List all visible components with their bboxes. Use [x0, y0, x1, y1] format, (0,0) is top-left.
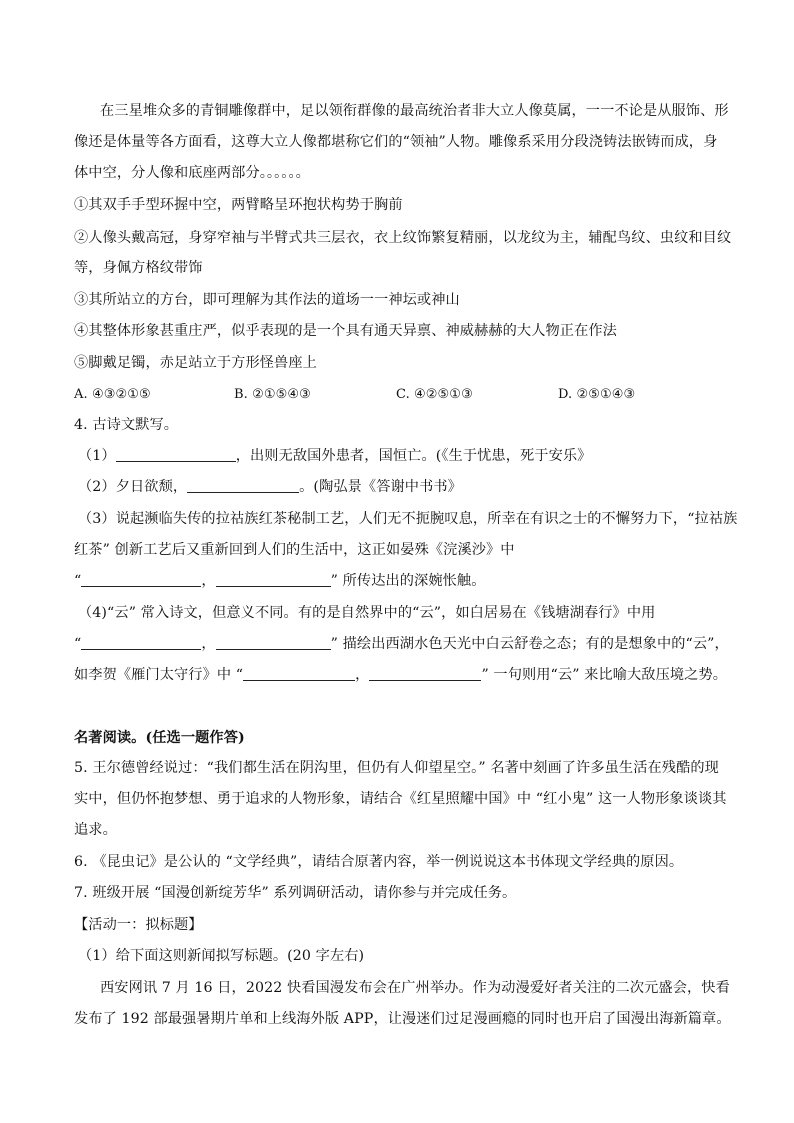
comma: ，: [201, 636, 216, 652]
news-line-1: 西安网讯 7 月 16 日，2022 快看国漫发布会在广州举办。作为动漫爱好者关注的二次元盛会，快看: [100, 980, 730, 996]
answer-blank[interactable]: [81, 572, 201, 587]
q4-sub-1: [78, 446, 591, 466]
q5-line-2: 实中，但仍怀抱梦想、勇于追求的人物形象，请结合《红星照耀中国》中 “红小鬼” 这一人物形象谈谈其: [74, 791, 727, 807]
q4-s4-l3-close: ” 一句则用“云” 来比喻大敌压境之势。: [481, 667, 728, 683]
comma: ，: [201, 573, 216, 589]
q4-s2-prefix: （2）夕日欲颓，: [78, 479, 188, 495]
answer-options: [74, 385, 724, 405]
quote-open: “: [74, 636, 82, 652]
passage-line-2: 像还是体量等各方面看，这尊大立人像都堪称它们的“领袖”人物。雕像系采用分段浇铸法嵌铸而成，身: [74, 134, 718, 150]
quote-open: “: [74, 573, 82, 589]
section-heading: 名著阅读。(任选一题作答): [74, 730, 245, 746]
answer-blank[interactable]: [216, 635, 331, 650]
answer-blank[interactable]: [243, 666, 355, 681]
q4-s3-close: ” 所传达出的深婉怅触。: [330, 573, 486, 589]
comma: ，: [355, 667, 370, 683]
q4-s4-close: ” 描绘出西湖水色天光中白云舒卷之态；有的是想象中的“云”，: [330, 636, 729, 652]
option-c[interactable]: C. ④②⑤①③: [396, 387, 473, 402]
q4-title: 4. 古诗文默写。: [74, 417, 179, 433]
q6-line-1: 6. 《昆虫记》是公认的 “文学经典”，请结合原著内容，举一例说说这本书体现文学经典的原因。: [74, 854, 684, 870]
sentence-item-5: ⑤脚戴足镯，赤足站立于方形怪兽座上: [74, 355, 317, 371]
passage-line-3: 体中空，分人像和底座两部分。。。。。。: [74, 165, 310, 181]
answer-blank[interactable]: [216, 572, 331, 587]
sentence-item-2: ②人像头戴高冠，身穿窄袖与半臂式共三层衣，衣上纹饰繁复精丽，以龙纹为主，辅配鸟纹、虫纹和目纹: [74, 230, 732, 246]
answer-blank[interactable]: [116, 447, 236, 462]
sentence-item-4: ④其整体形象甚重庄严，似乎表现的是一个具有通天异禀、神威赫赫的大人物正在作法: [74, 323, 617, 339]
q4-sub-4-line-1: （4)“云” 常入诗文，但意义不同。有的是自然界中的“云”，如白居易在《钱塘湖春行》中用: [78, 605, 656, 621]
answer-blank[interactable]: [369, 666, 481, 681]
passage-line-1: 在三星堆众多的青铜雕像群中，足以领衔群像的最高统治者非大立人像莫属，一一不论是从服饰、形: [100, 103, 729, 119]
q5-line-1: 5. 王尔德曾经说过：“我们都生活在阴沟里，但仍有人仰望星空。” 名著中刻画了许多虽生活在残酷的现: [74, 760, 719, 776]
sentence-item-3: ③其所站立的方台，即可理解为其作法的道场一一神坛或神山: [74, 292, 460, 308]
option-d[interactable]: D. ②⑤①④③: [558, 387, 636, 402]
option-b[interactable]: B. ②①⑤④③: [234, 387, 311, 402]
q4-s4-l3-prefix: 如李贺《雁门太守行》中 “: [74, 667, 244, 683]
q4-s1-suffix: ，出则无敌国外患者，国恒亡。(《生于忧患，死于安乐》: [235, 448, 592, 464]
q4-s1-prefix: （1）: [78, 448, 116, 464]
news-line-2: 发布了 192 部最强暑期片单和上线海外版 APP，让漫迷们过足漫画瘾的同时也开启了国漫出海新篇章。: [74, 1011, 731, 1027]
q4-sub-3-line-1: （3）说起濒临失传的拉祜族红茶秘制工艺，人们无不扼腕叹息，所幸在有识之士的不懈努力下，“拉祜族: [78, 511, 738, 527]
q4-sub-3-line-2: 红茶” 创新工艺后又重新回到人们的生活中，这正如晏殊《浣溪沙》中: [74, 542, 515, 558]
q4-s2-suffix: 。(陶弘景《答谢中书书》: [299, 479, 462, 495]
answer-blank[interactable]: [81, 635, 201, 650]
q7-task: （1）给下面这则新闻拟写标题。(20 字左右): [78, 948, 365, 964]
answer-blank[interactable]: [187, 478, 299, 493]
q4-sub-4-line-2: [74, 634, 729, 654]
q7-line-1: 7. 班级开展 “国漫创新绽芳华” 系列调研活动，请你参与并完成任务。: [74, 885, 517, 901]
q4-sub-4-line-3: [74, 665, 727, 685]
q5-line-3: 追求。: [74, 822, 117, 838]
activity-title: 【活动一：拟标题】: [74, 917, 203, 933]
q4-sub-3-line-3: [74, 571, 486, 591]
sentence-item-2-cont: 等，身佩方格纹带饰: [74, 260, 203, 276]
sentence-item-1: ①其双手手型环握中空，两臂略呈环抱状构势于胸前: [74, 197, 403, 213]
q4-sub-2: [78, 477, 462, 497]
option-a[interactable]: A. ④③②①⑤: [74, 387, 151, 402]
